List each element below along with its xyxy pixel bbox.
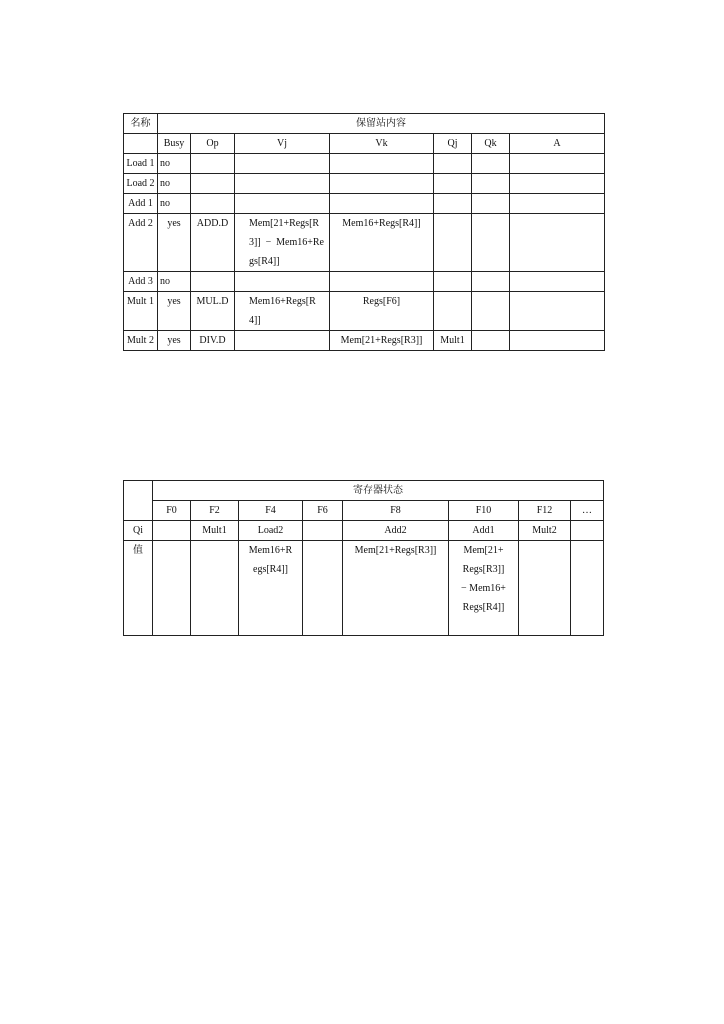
busy-cell: yes — [158, 331, 191, 351]
register-header-f4: F4 — [239, 501, 303, 521]
reservation-station-table — [123, 113, 605, 351]
busy-cell: no — [158, 194, 191, 214]
table-row — [124, 292, 605, 331]
qk-cell — [472, 331, 510, 351]
op-cell: ADD.D — [191, 214, 235, 272]
table-row — [124, 331, 605, 351]
qj-cell — [434, 174, 472, 194]
vj-cell — [235, 331, 330, 351]
qi-cell — [303, 521, 343, 541]
value-label: 值 — [124, 541, 153, 636]
op-cell: MUL.D — [191, 292, 235, 331]
station-name: Load 1 — [124, 154, 158, 174]
qj-cell — [434, 272, 472, 292]
value-cell — [153, 541, 191, 636]
busy-cell: no — [158, 154, 191, 174]
a-cell — [510, 292, 605, 331]
qi-label: Qi — [124, 521, 153, 541]
value-row — [124, 541, 604, 636]
qk-cell — [472, 154, 510, 174]
op-cell: DIV.D — [191, 331, 235, 351]
vj-cell — [235, 154, 330, 174]
qi-row — [124, 521, 604, 541]
qj-cell — [434, 214, 472, 272]
column-header-qj: Qj — [434, 134, 472, 154]
qi-cell: Add2 — [343, 521, 449, 541]
vj-cell: Mem16+Regs[R4]] — [235, 292, 330, 331]
station-name: Mult 1 — [124, 292, 158, 331]
qj-cell — [434, 292, 472, 331]
register-status-table — [123, 480, 604, 636]
value-cell — [519, 541, 571, 636]
station-name: Add 3 — [124, 272, 158, 292]
qk-cell — [472, 194, 510, 214]
value-cell: Mem16+Regs[R4]] — [239, 541, 303, 636]
station-name: Add 2 — [124, 214, 158, 272]
value-cell: Mem[21+ Regs[R3]] − Mem16+Regs[R4]] — [449, 541, 519, 636]
vj-cell — [235, 174, 330, 194]
station-name: Load 2 — [124, 174, 158, 194]
a-cell — [510, 272, 605, 292]
vk-cell — [330, 272, 434, 292]
qj-cell — [434, 194, 472, 214]
vk-cell: Regs[F6] — [330, 292, 434, 331]
register-header-f2: F2 — [191, 501, 239, 521]
column-header-vk: Vk — [330, 134, 434, 154]
column-header-vj: Vj — [235, 134, 330, 154]
op-cell — [191, 272, 235, 292]
qi-cell — [571, 521, 604, 541]
station-name: Mult 2 — [124, 331, 158, 351]
name-header: 名称 — [124, 114, 158, 134]
column-header-busy: Busy — [158, 134, 191, 154]
table-row — [124, 174, 605, 194]
vk-cell — [330, 174, 434, 194]
busy-cell: no — [158, 174, 191, 194]
qj-cell: Mult1 — [434, 331, 472, 351]
table-row — [124, 272, 605, 292]
register-header-f10: F10 — [449, 501, 519, 521]
qi-cell: Mult2 — [519, 521, 571, 541]
register-title: 寄存器状态 — [153, 481, 604, 501]
station-name: Add 1 — [124, 194, 158, 214]
a-cell — [510, 214, 605, 272]
header-spacer — [124, 134, 158, 154]
busy-cell: yes — [158, 292, 191, 331]
qi-cell — [153, 521, 191, 541]
corner-cell — [124, 481, 153, 521]
vk-cell — [330, 194, 434, 214]
qk-cell — [472, 272, 510, 292]
a-cell — [510, 154, 605, 174]
column-header-qk: Qk — [472, 134, 510, 154]
register-header-ellipsis: … — [571, 501, 604, 521]
vk-cell: Mem[21+Regs[R3]] — [330, 331, 434, 351]
value-cell: Mem[21+Regs[R3]] — [343, 541, 449, 636]
reservation-title: 保留站内容 — [158, 114, 605, 134]
register-header-f0: F0 — [153, 501, 191, 521]
qj-cell — [434, 154, 472, 174]
column-header-op: Op — [191, 134, 235, 154]
table-row — [124, 214, 605, 272]
vj-cell — [235, 272, 330, 292]
register-header-f8: F8 — [343, 501, 449, 521]
qk-cell — [472, 292, 510, 331]
busy-cell: no — [158, 272, 191, 292]
register-header-f6: F6 — [303, 501, 343, 521]
vk-cell: Mem16+Regs[R4]] — [330, 214, 434, 272]
value-cell — [191, 541, 239, 636]
qi-cell: Mult1 — [191, 521, 239, 541]
op-cell — [191, 154, 235, 174]
register-header-f12: F12 — [519, 501, 571, 521]
table-row — [124, 154, 605, 174]
busy-cell: yes — [158, 214, 191, 272]
a-cell — [510, 331, 605, 351]
qi-cell: Load2 — [239, 521, 303, 541]
a-cell — [510, 194, 605, 214]
qi-cell: Add1 — [449, 521, 519, 541]
qk-cell — [472, 174, 510, 194]
vj-cell — [235, 194, 330, 214]
a-cell — [510, 174, 605, 194]
op-cell — [191, 194, 235, 214]
value-cell — [303, 541, 343, 636]
column-header-a: A — [510, 134, 605, 154]
value-cell — [571, 541, 604, 636]
table-row — [124, 194, 605, 214]
vk-cell — [330, 154, 434, 174]
op-cell — [191, 174, 235, 194]
vj-cell: Mem[21+Regs[R3]] − Mem16+Regs[R4]] — [235, 214, 330, 272]
qk-cell — [472, 214, 510, 272]
